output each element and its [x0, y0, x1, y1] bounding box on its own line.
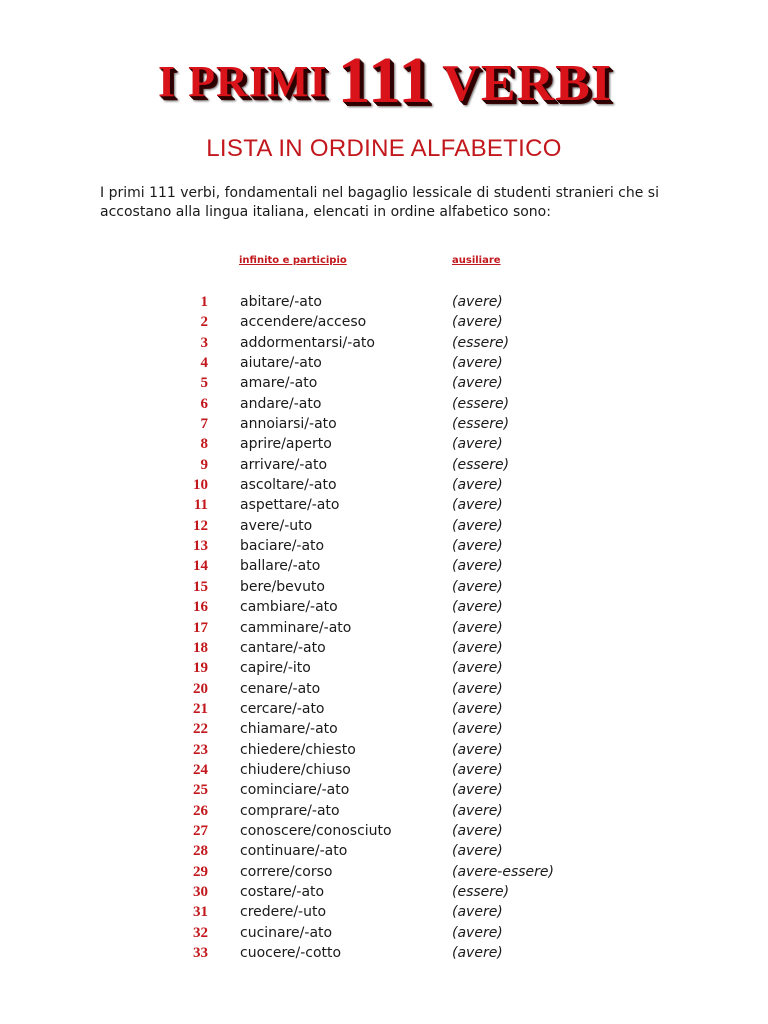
verb-auxiliary: (avere)	[452, 619, 503, 636]
verb-auxiliary: (avere)	[452, 822, 503, 839]
intro-paragraph: I primi 111 verbi, fondamentali nel bagaglio lessicale di studenti stranieri che si accostano alla lingua italiana, elencati in ordine alfabetico sono:	[100, 185, 659, 220]
verb-auxiliary: (avere)	[452, 355, 503, 372]
verb-infinitive-participle: cominciare/-ato	[240, 782, 350, 799]
list-item	[0, 353, 768, 373]
verb-infinitive-participle: andare/-ato	[240, 395, 322, 412]
list-item	[0, 638, 768, 658]
column-header-infinitive: infinito e participio	[239, 255, 347, 266]
verb-infinitive-participle: arrivare/-ato	[240, 456, 328, 473]
verb-number: 13	[193, 538, 208, 555]
verb-infinitive-participle: costare/-ato	[240, 883, 325, 900]
verb-number: 14	[193, 558, 208, 575]
verb-number: 1	[200, 294, 208, 310]
column-header-auxiliary: ausiliare	[452, 255, 501, 266]
verb-infinitive-participle: cambiare/-ato	[240, 599, 338, 616]
verb-number: 17	[193, 619, 208, 636]
verb-number: 10	[193, 477, 208, 494]
verb-number: 4	[200, 355, 208, 372]
verb-auxiliary: (avere)	[452, 782, 503, 799]
verb-auxiliary: (avere)	[452, 375, 503, 392]
page-subtitle: LISTA IN ORDINE ALFABETICO	[206, 135, 562, 162]
verb-number: 24	[193, 761, 208, 778]
verb-number: 6	[200, 395, 208, 412]
verb-infinitive-participle: cuocere/-cotto	[240, 945, 342, 961]
list-item	[0, 658, 768, 678]
list-item	[0, 943, 768, 963]
verb-auxiliary: (avere)	[452, 802, 503, 819]
verb-number: 9	[200, 456, 208, 473]
verb-number: 11	[193, 497, 208, 514]
verb-auxiliary: (avere)	[452, 477, 503, 494]
verb-infinitive-participle: bere/bevuto	[240, 578, 325, 595]
verb-infinitive-participle: cantare/-ato	[240, 639, 326, 656]
verb-auxiliary: (essere)	[452, 883, 510, 900]
verb-auxiliary: (essere)	[452, 416, 510, 433]
verb-auxiliary: (avere)	[452, 517, 503, 534]
verb-infinitive-participle: aiutare/-ato	[240, 355, 322, 372]
verb-infinitive-participle: baciare/-ato	[240, 538, 325, 555]
verb-number: 12	[193, 517, 208, 534]
list-item	[0, 862, 768, 882]
verb-infinitive-participle: chiudere/chiuso	[240, 761, 351, 778]
verb-infinitive-participle: ascoltare/-ato	[240, 477, 337, 494]
list-item	[0, 434, 768, 454]
list-item	[0, 414, 768, 434]
verb-infinitive-participle: cenare/-ato	[240, 680, 321, 697]
verb-auxiliary: (avere)	[452, 721, 503, 738]
verb-number: 18	[193, 639, 208, 656]
verb-number: 31	[193, 904, 208, 921]
banner-word-verbi: VERBI	[442, 55, 612, 112]
verb-auxiliary: (avere)	[452, 558, 503, 575]
verb-infinitive-participle: continuare/-ato	[240, 843, 348, 860]
verb-auxiliary: (avere)	[452, 599, 503, 616]
verb-auxiliary: (avere)	[452, 761, 503, 778]
list-item	[0, 577, 768, 597]
list-item	[0, 495, 768, 515]
verb-list	[0, 292, 768, 963]
verb-infinitive-participle: correre/corso	[240, 863, 333, 880]
verb-auxiliary: (essere)	[452, 334, 510, 351]
verb-number: 32	[193, 924, 208, 941]
list-item	[0, 821, 768, 841]
verb-infinitive-participle: chiamare/-ato	[240, 721, 338, 738]
list-item	[0, 780, 768, 800]
verb-auxiliary: (avere)	[452, 904, 503, 921]
verb-infinitive-participle: ballare/-ato	[240, 558, 321, 575]
verb-auxiliary: (avere)	[452, 497, 503, 514]
list-item	[0, 394, 768, 414]
verb-auxiliary: (essere)	[452, 395, 510, 412]
verb-infinitive-participle: camminare/-ato	[240, 619, 352, 636]
banner-text	[140, 44, 630, 117]
verb-infinitive-participle: aspettare/-ato	[240, 497, 340, 514]
verb-auxiliary: (avere)	[452, 660, 503, 677]
verb-infinitive-participle: addormentarsi/-ato	[240, 334, 375, 351]
list-item	[0, 679, 768, 699]
list-item	[0, 312, 768, 332]
list-item	[0, 373, 768, 393]
list-item	[0, 902, 768, 922]
verb-infinitive-participle: annoiarsi/-ato	[240, 416, 337, 433]
verb-infinitive-participle: cercare/-ato	[240, 700, 325, 717]
verb-auxiliary: (avere)	[452, 680, 503, 697]
verb-number: 29	[193, 863, 208, 880]
list-item	[0, 740, 768, 760]
verb-auxiliary: (avere)	[452, 700, 503, 717]
verb-infinitive-participle: chiedere/chiesto	[240, 741, 356, 758]
verb-infinitive-participle: aprire/aperto	[240, 436, 332, 453]
verb-number: 5	[200, 375, 208, 392]
verb-infinitive-participle: avere/-uto	[240, 517, 313, 534]
list-item	[0, 882, 768, 902]
verb-infinitive-participle: conoscere/conosciuto	[240, 822, 392, 839]
list-item	[0, 801, 768, 821]
list-item	[0, 475, 768, 495]
verb-number: 25	[193, 782, 208, 799]
verb-number: 8	[200, 436, 208, 453]
verb-infinitive-participle: accendere/acceso	[240, 314, 367, 331]
verb-number: 3	[200, 334, 208, 351]
list-item	[0, 760, 768, 780]
banner-word-111: 111	[337, 44, 433, 117]
list-item	[0, 719, 768, 739]
list-item	[0, 841, 768, 861]
banner-word-primi: I PRIMI	[158, 57, 328, 106]
list-item	[0, 597, 768, 617]
verb-number: 15	[193, 578, 208, 595]
verb-infinitive-participle: comprare/-ato	[240, 802, 340, 819]
verb-number: 22	[193, 721, 208, 738]
list-item	[0, 923, 768, 943]
list-item	[0, 699, 768, 719]
verb-infinitive-participle: abitare/-ato	[240, 294, 322, 310]
list-item	[0, 292, 768, 312]
list-item	[0, 556, 768, 576]
verb-auxiliary: (avere)	[452, 436, 503, 453]
verb-auxiliary: (avere)	[452, 741, 503, 758]
list-item	[0, 536, 768, 556]
list-item	[0, 333, 768, 353]
verb-number: 33	[193, 945, 208, 961]
verb-number: 27	[193, 822, 208, 839]
verb-auxiliary: (avere)	[452, 843, 503, 860]
verb-number: 7	[200, 416, 208, 433]
verb-infinitive-participle: credere/-uto	[240, 904, 327, 921]
verb-number: 19	[193, 660, 208, 677]
title-banner	[140, 44, 630, 124]
verb-auxiliary: (avere)	[452, 945, 503, 961]
verb-number: 23	[193, 741, 208, 758]
verb-number: 26	[193, 802, 208, 819]
verb-auxiliary: (avere)	[452, 294, 503, 310]
verb-auxiliary: (avere)	[452, 578, 503, 595]
verb-infinitive-participle: amare/-ato	[240, 375, 318, 392]
verb-number: 2	[200, 314, 208, 331]
verb-auxiliary: (avere-essere)	[452, 863, 555, 880]
verb-auxiliary: (avere)	[452, 639, 503, 656]
verb-number: 16	[193, 599, 208, 616]
verb-number: 28	[193, 843, 208, 860]
verb-number: 21	[193, 700, 208, 717]
verb-infinitive-participle: capire/-ito	[240, 660, 311, 677]
verb-auxiliary: (avere)	[452, 924, 503, 941]
verb-infinitive-participle: cucinare/-ato	[240, 924, 333, 941]
list-item	[0, 516, 768, 536]
list-item	[0, 618, 768, 638]
verb-auxiliary: (avere)	[452, 538, 503, 555]
verb-auxiliary: (avere)	[452, 314, 503, 331]
list-item	[0, 455, 768, 475]
verb-number: 30	[193, 883, 208, 900]
verb-auxiliary: (essere)	[452, 456, 510, 473]
verb-number: 20	[193, 680, 208, 697]
